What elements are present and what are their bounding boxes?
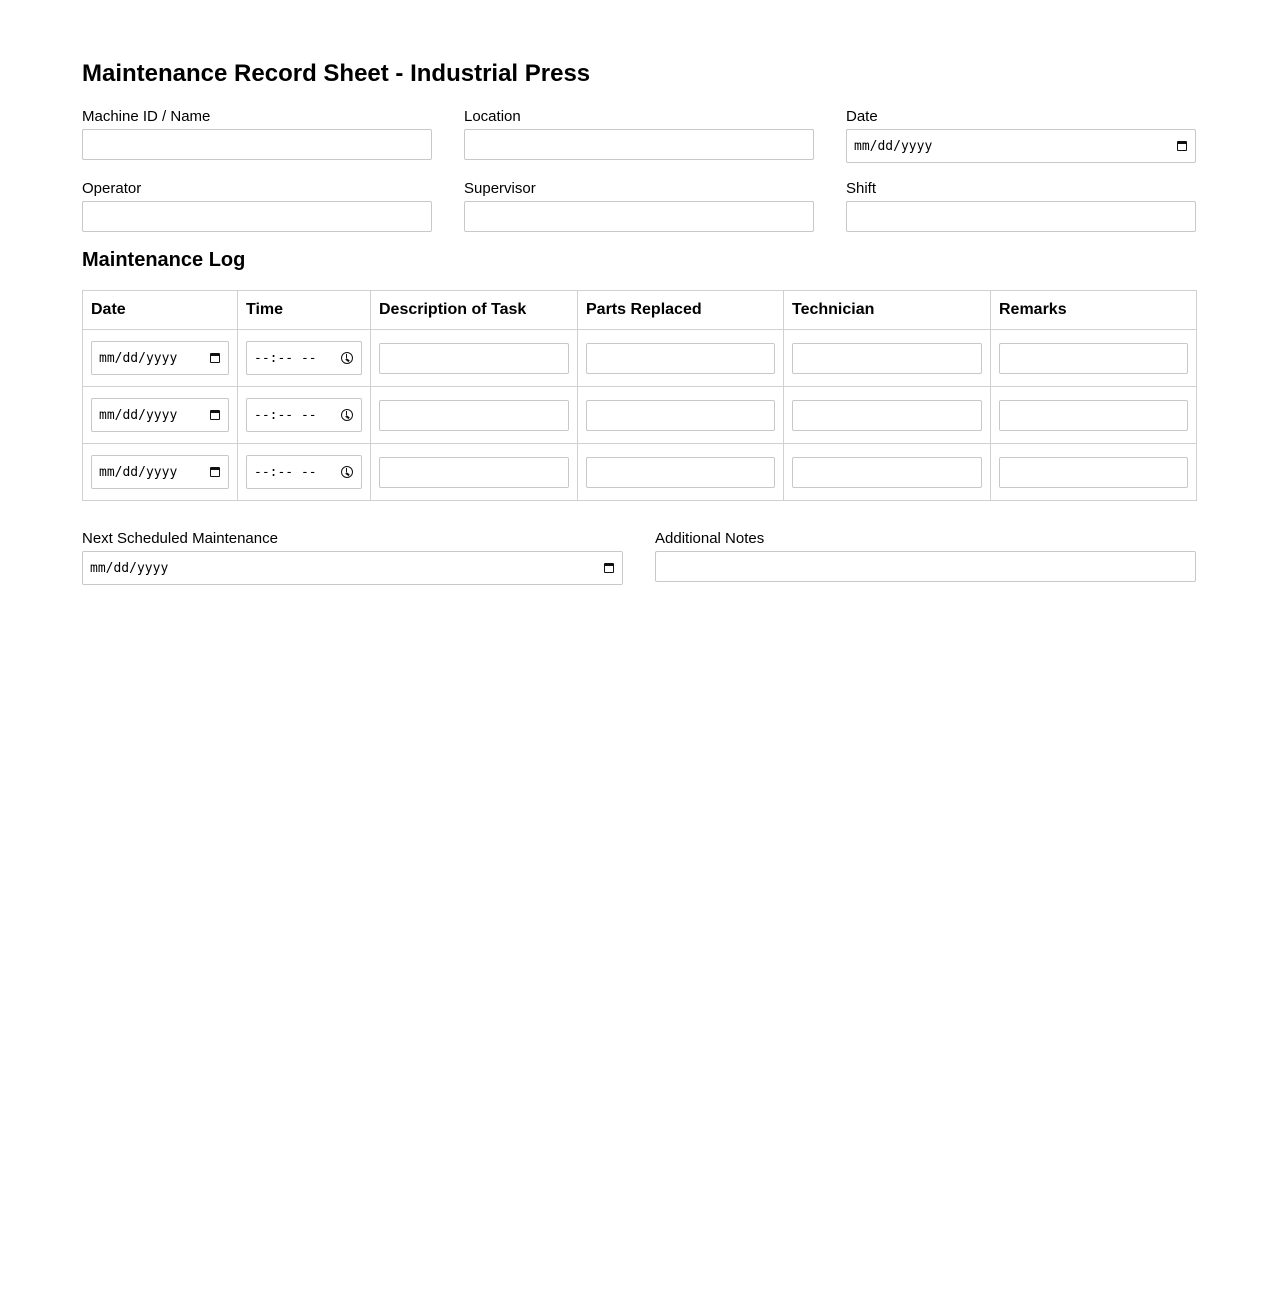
calendar-icon[interactable] [210,467,220,477]
additional-notes-label: Additional Notes [655,530,765,547]
supervisor-input[interactable] [464,201,814,232]
date-placeholder: mm/dd/yyyy [854,138,933,154]
row-remarks-input[interactable] [999,343,1188,374]
row-description-input[interactable] [379,400,569,431]
row-date-input[interactable] [91,341,229,375]
row-parts-input[interactable] [586,457,775,488]
supervisor-label: Supervisor [464,180,536,197]
row-description-input[interactable] [379,343,569,374]
maintenance-log-heading: Maintenance Log [82,249,246,271]
machine-id-label: Machine ID / Name [82,108,211,125]
date-placeholder: mm/dd/yyyy [90,560,169,576]
date-label: Date [846,108,878,125]
date-placeholder: mm/dd/yyyy [99,464,178,480]
calendar-icon[interactable] [1177,141,1187,151]
table-row [83,330,1197,387]
next-maintenance-field [82,530,623,585]
shift-label: Shift [846,180,877,197]
location-field [464,108,814,160]
row-remarks-input[interactable] [999,400,1188,431]
column-header-description: Description of Task [371,291,578,330]
calendar-icon[interactable] [210,410,220,420]
time-placeholder: --:-- -- [254,407,317,423]
operator-label: Operator [82,180,142,197]
date-placeholder: mm/dd/yyyy [99,407,178,423]
clock-icon[interactable] [341,409,353,421]
next-maintenance-label: Next Scheduled Maintenance [82,530,278,547]
column-header-parts: Parts Replaced [578,291,784,330]
row-technician-input[interactable] [792,343,982,374]
row-parts-input[interactable] [586,343,775,374]
maintenance-log-table [82,290,1197,501]
row-time-input[interactable] [246,455,362,489]
time-placeholder: --:-- -- [254,464,317,480]
time-placeholder: --:-- -- [254,350,317,366]
row-remarks-input[interactable] [999,457,1188,488]
column-header-remarks: Remarks [991,291,1197,330]
table-header-row [83,291,1197,330]
row-date-input[interactable] [91,455,229,489]
additional-notes-input[interactable] [655,551,1196,582]
column-header-date: Date [83,291,238,330]
next-maintenance-input[interactable] [82,551,623,585]
supervisor-field [464,180,814,232]
machine-id-field [82,108,432,160]
calendar-icon[interactable] [210,353,220,363]
location-label: Location [464,108,521,125]
date-placeholder: mm/dd/yyyy [99,350,178,366]
clock-icon[interactable] [341,466,353,478]
clock-icon[interactable] [341,352,353,364]
row-date-input[interactable] [91,398,229,432]
row-technician-input[interactable] [792,400,982,431]
shift-input[interactable] [846,201,1196,232]
row-technician-input[interactable] [792,457,982,488]
table-row [83,444,1197,501]
column-header-technician: Technician [784,291,991,330]
table-row [83,387,1197,444]
operator-input[interactable] [82,201,432,232]
calendar-icon[interactable] [604,563,614,573]
machine-id-input[interactable] [82,129,432,160]
row-description-input[interactable] [379,457,569,488]
date-field [846,108,1196,163]
shift-field [846,180,1196,232]
row-time-input[interactable] [246,398,362,432]
additional-notes-field [655,530,1196,582]
row-parts-input[interactable] [586,400,775,431]
page-title: Maintenance Record Sheet - Industrial Press [82,60,591,87]
row-time-input[interactable] [246,341,362,375]
location-input[interactable] [464,129,814,160]
date-input[interactable] [846,129,1196,163]
column-header-time: Time [238,291,371,330]
operator-field [82,180,432,232]
